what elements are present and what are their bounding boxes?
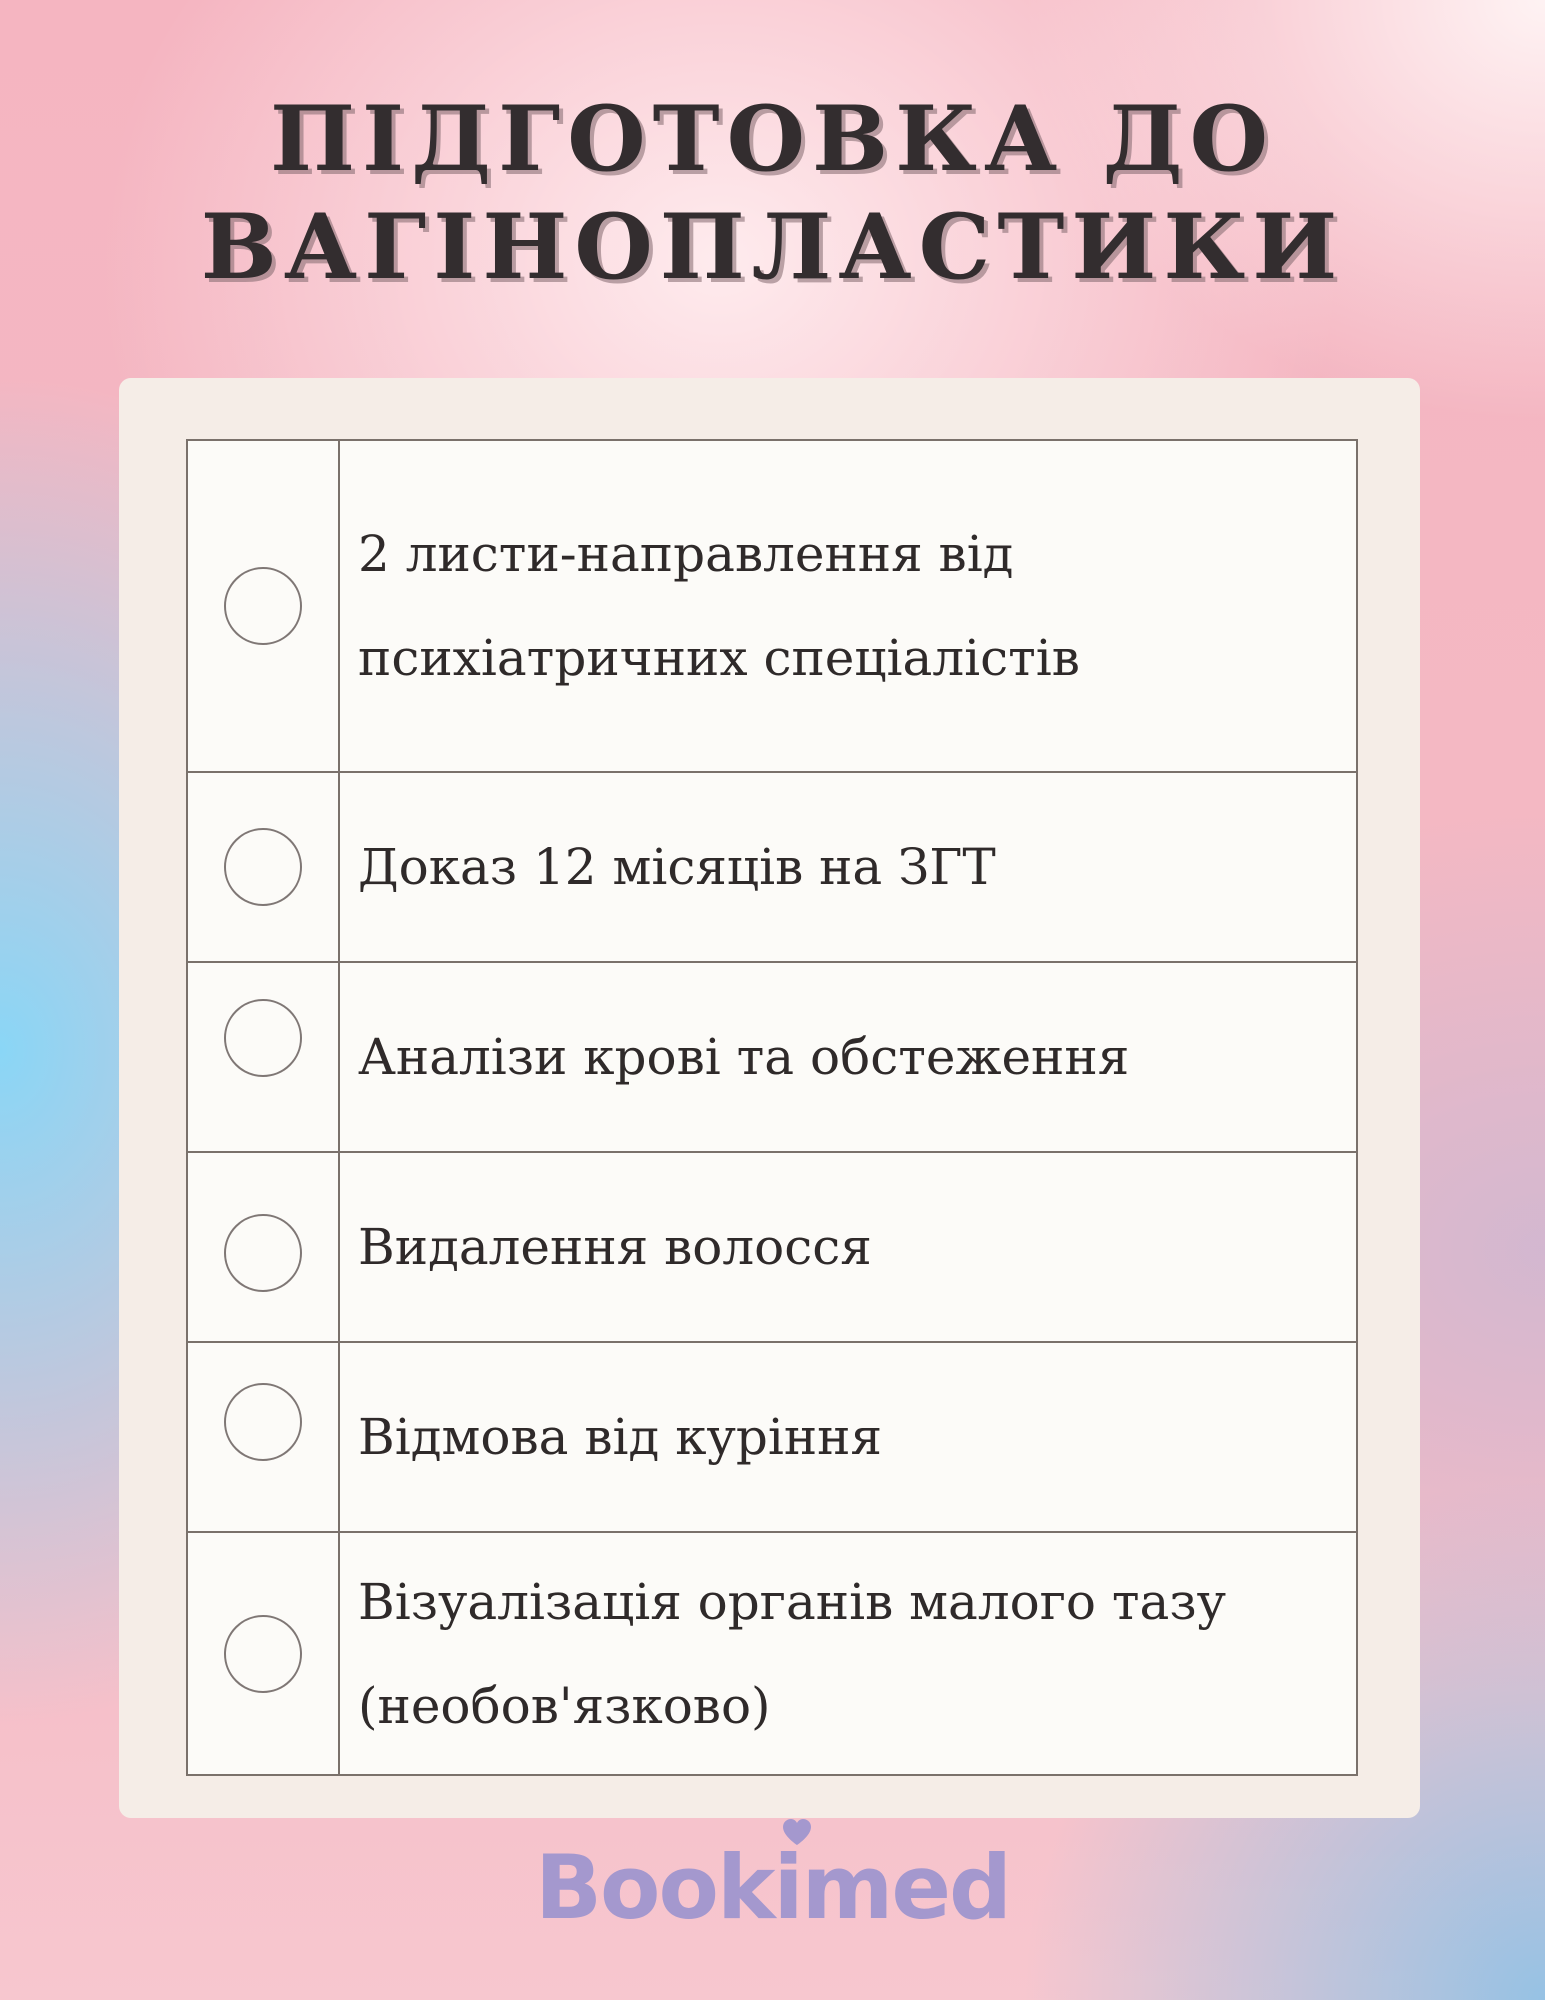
checkbox-cell[interactable]: [187, 1342, 339, 1532]
checklist-row: [187, 440, 1357, 772]
checkbox-cell[interactable]: [187, 1152, 339, 1342]
checklist-row: [187, 962, 1357, 1152]
page-title-line-1: ПІДГОТОВКА ДО: [269, 86, 1276, 192]
checklist-row: [187, 1532, 1357, 1775]
checkbox-cell[interactable]: [187, 1532, 339, 1775]
checkbox-circle[interactable]: [224, 1615, 302, 1693]
checkbox-circle[interactable]: [224, 567, 302, 645]
checkbox-cell[interactable]: [187, 772, 339, 962]
checklist-row: [187, 772, 1357, 962]
checklist-row: [187, 1342, 1357, 1532]
checklist-table: [186, 439, 1358, 1776]
checkbox-cell[interactable]: [187, 962, 339, 1152]
checklist-row: [187, 1152, 1357, 1342]
page-title-line-2: ВАГІНОПЛАСТИКИ: [200, 194, 1345, 300]
checklist-item-line: Візуалізація органів малого тазу: [358, 1572, 1227, 1631]
checkbox-circle[interactable]: [224, 1383, 302, 1461]
checklist-item-line: 2 листи-направлення від: [358, 525, 1014, 583]
checklist-item-text: [339, 1342, 1357, 1532]
checklist-item-text: [339, 440, 1357, 772]
checklist-item-line: Доказ 12 місяців на ЗГТ: [358, 838, 996, 896]
checklist-item-line: Аналізи крові та обстеження: [358, 1028, 1130, 1086]
checklist-item-line: Видалення волосся: [358, 1218, 872, 1276]
checklist-item-text: [339, 1152, 1357, 1342]
checklist-item-line: психіатричних спеціалістів: [358, 629, 1080, 687]
checklist-item-line: Відмова від куріння: [358, 1408, 883, 1466]
checkbox-circle[interactable]: [224, 1214, 302, 1292]
checklist-item-text: [339, 772, 1357, 962]
checklist-item-line: (необов'язково): [358, 1676, 771, 1735]
checklist-item-text: [339, 1532, 1357, 1775]
checkbox-circle[interactable]: [224, 828, 302, 906]
page-title: [0, 85, 1545, 301]
checkbox-circle[interactable]: [224, 999, 302, 1077]
checklist-item-text: [339, 962, 1357, 1152]
brand-logo: Bookimed: [534, 1836, 1011, 1939]
checkbox-cell[interactable]: [187, 440, 339, 772]
